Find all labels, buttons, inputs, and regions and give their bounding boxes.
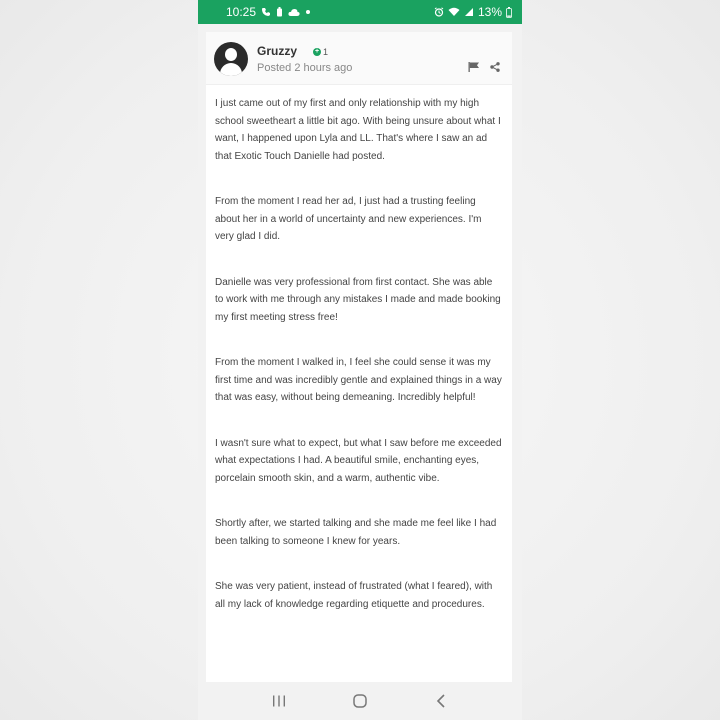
post-paragraph: She was very patient, instead of frustrated (what I feared), with all my lack of knowledge regarding etiquette and procedures. [215,581,493,610]
home-icon [353,694,367,708]
status-bar [198,0,522,24]
post-header [206,32,512,85]
status-time: 10:25 [226,5,257,19]
post-paragraph: I wasn't sure what to expect, but what I saw before me exceeded what expectations I had. A beautiful smile, enchanting eyes, porcelain smooth skin, and a warm, authentic vibe. [215,437,502,484]
username-link[interactable]: Gruzzy [257,44,298,58]
post-paragraph: Shortly after, we started talking and she made me feel like I had been talking to someone I knew for years. [215,518,497,547]
posted-time [257,62,352,74]
post-paragraph: Danielle was very professional from first contact. She was able to work with me through any mistakes I made and made booking my first meeting stress free! [215,276,501,323]
flag-icon[interactable] [468,62,480,72]
post-body [206,85,512,613]
recents-icon [272,695,286,707]
status-right [434,5,512,19]
post-card [206,32,512,682]
avatar[interactable] [214,42,248,76]
battery-saver-icon [276,7,283,17]
recents-button[interactable] [259,682,299,720]
reputation-count: 1 [323,47,329,57]
post-paragraph: From the moment I walked in, I feel she could sense it was my first time and was incredibly gentle and explained things in a way that was easy, without being demeaning. Incredibly helpful! [215,357,502,403]
posted-time-value[interactable]: 2 hours ago [294,62,353,74]
android-nav-bar [198,682,522,720]
reputation-badge [313,47,328,57]
dot-icon [305,9,311,15]
avatar-head [225,48,237,61]
post-paragraph: I just came out of my first and only relationship with my high school sweetheart a little bit ago. With being unsure about what I want, I happened upon Lyla and LL. That's where I saw an ad that Exotic Touch Danielle had posted. [215,98,501,162]
signal-icon [464,7,474,17]
phone-icon [261,7,271,17]
battery-icon [506,7,512,18]
status-left [226,5,311,19]
back-button[interactable] [421,682,461,720]
battery-percent: 13% [477,5,502,19]
post-paragraph: From the moment I read her ad, I just had a trusting feeling about her in a world of uncertainty and new experiences. I'm very glad I did. [215,196,482,242]
post-actions [468,62,500,72]
alarm-icon [434,7,444,17]
phone-screen [198,0,522,720]
wifi-icon [448,7,460,17]
avatar-body [220,63,242,76]
posted-prefix: Posted [257,62,295,74]
home-button[interactable] [340,682,380,720]
cloud-icon [288,8,300,17]
share-icon[interactable] [490,62,500,72]
plus-icon: + [314,48,320,55]
back-icon [436,694,446,708]
